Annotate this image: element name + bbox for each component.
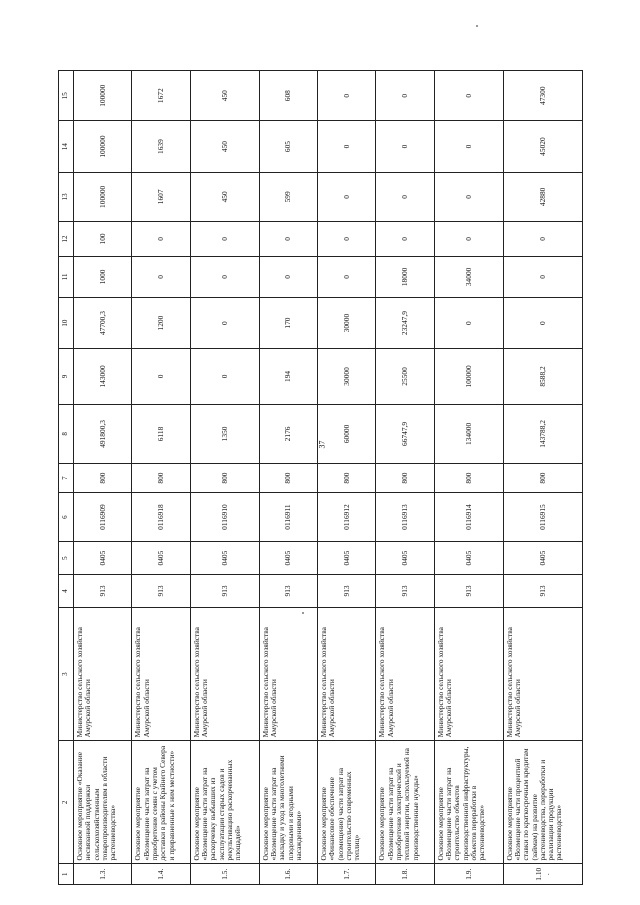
csr-code: 0116911 bbox=[259, 492, 317, 541]
csr-code: 0116909 bbox=[74, 492, 132, 541]
column-header: 2 bbox=[59, 741, 74, 864]
amount-cell: 66747,9 bbox=[376, 404, 434, 464]
vr-code: 800 bbox=[259, 464, 317, 493]
column-header: 5 bbox=[59, 542, 74, 575]
amount-cell: 0 bbox=[318, 256, 376, 297]
amount-cell: 170 bbox=[259, 297, 317, 348]
vr-code: 800 bbox=[318, 464, 376, 493]
amount-cell: 100000 bbox=[74, 71, 132, 121]
amount-cell: 100 bbox=[74, 221, 132, 256]
amount-cell: 8588,2 bbox=[503, 349, 582, 404]
amount-cell: 30000 bbox=[318, 297, 376, 348]
amount-cell: 47300 bbox=[503, 71, 582, 121]
measure-name: Основное мероприятие «Возмещение части затрат на закладку и уход за многолетними плодовыми и ягодными насаждениями» bbox=[259, 741, 317, 864]
amount-cell: 608 bbox=[259, 71, 317, 121]
amount-cell: 1672 bbox=[132, 71, 190, 121]
amount-cell: 0 bbox=[259, 221, 317, 256]
amount-cell: 0 bbox=[376, 221, 434, 256]
amount-cell: 0 bbox=[190, 349, 259, 404]
page-number: 37 bbox=[317, 440, 327, 449]
amount-cell: 34000 bbox=[434, 256, 503, 297]
measure-name: Основное мероприятие «Возмещение части затрат на строительство объектов производственной инфраструктуры, объектов переработки в растениеводстве» bbox=[434, 741, 503, 864]
row-number: 1.7. bbox=[318, 864, 376, 885]
measure-name: Основное мероприятие «Возмещение части затрат на раскорчевку выбывших из эксплуатации старых садов и рекультивацию раскорчеванных площадей» bbox=[190, 741, 259, 864]
budget-table bbox=[58, 70, 583, 885]
amount-cell: 450 bbox=[190, 172, 259, 221]
csr-code: 0116910 bbox=[190, 492, 259, 541]
vr-code: 800 bbox=[132, 464, 190, 493]
table-row bbox=[132, 71, 190, 885]
amount-cell: 30000 bbox=[318, 349, 376, 404]
row-number: 1.5. bbox=[190, 864, 259, 885]
header-row bbox=[59, 71, 74, 885]
executor: Министерство сельского хозяйства Амурской области bbox=[376, 607, 434, 740]
column-header: 7 bbox=[59, 464, 74, 493]
measure-name: Основное мероприятие «Возмещение части процентной ставки по краткосрочным кредитам (займам) на развитие растениеводства, переработки и реализации продукции растениеводства» bbox=[503, 741, 582, 864]
amount-cell: 134000 bbox=[434, 404, 503, 464]
amount-cell: 0 bbox=[190, 256, 259, 297]
amount-cell: 0 bbox=[132, 349, 190, 404]
amount-cell: 0 bbox=[259, 256, 317, 297]
executor: Министерство сельского хозяйства Амурской области bbox=[74, 607, 132, 740]
amount-cell: 100000 bbox=[74, 172, 132, 221]
amount-cell: 1200 bbox=[132, 297, 190, 348]
executor: Министерство сельского хозяйства Амурской области bbox=[190, 607, 259, 740]
rzpr-code: 0405 bbox=[190, 542, 259, 575]
grbs-code: 913 bbox=[376, 575, 434, 608]
amount-cell: 0 bbox=[434, 172, 503, 221]
amount-cell: 0 bbox=[318, 221, 376, 256]
amount-cell: 0 bbox=[376, 121, 434, 172]
rzpr-code: 0405 bbox=[259, 542, 317, 575]
amount-cell: 60000 bbox=[318, 404, 376, 464]
grbs-code: 913 bbox=[190, 575, 259, 608]
amount-cell: 0 bbox=[132, 221, 190, 256]
amount-cell: 0 bbox=[376, 71, 434, 121]
vr-code: 800 bbox=[376, 464, 434, 493]
amount-cell: 0 bbox=[434, 297, 503, 348]
executor: Министерство сельского хозяйства Амурской области bbox=[503, 607, 582, 740]
row-number: 1.9. bbox=[434, 864, 503, 885]
table-row bbox=[434, 71, 503, 885]
amount-cell: 0 bbox=[503, 221, 582, 256]
rzpr-code: 0405 bbox=[132, 542, 190, 575]
amount-cell: 0 bbox=[190, 221, 259, 256]
measure-name: Основное мероприятие «Возмещение части затрат на приобретение семян с учетом доставки в районы Крайнего Севера и приравненные к ним местности» bbox=[132, 741, 190, 864]
column-header: 10 bbox=[59, 297, 74, 348]
amount-cell: 599 bbox=[259, 172, 317, 221]
amount-cell: 6118 bbox=[132, 404, 190, 464]
rzpr-code: 0405 bbox=[74, 542, 132, 575]
amount-cell: 0 bbox=[434, 71, 503, 121]
column-header: 11 bbox=[59, 256, 74, 297]
amount-cell: 0 bbox=[434, 221, 503, 256]
amount-cell: 1639 bbox=[132, 121, 190, 172]
column-header: 12 bbox=[59, 221, 74, 256]
column-header: 15 bbox=[59, 71, 74, 121]
amount-cell: 0 bbox=[318, 121, 376, 172]
grbs-code: 913 bbox=[434, 575, 503, 608]
scan-speck bbox=[302, 612, 304, 614]
measure-name: Основное мероприятие «Возмещение части затрат на приобретение электрической и тепловой энергии, используемой на производственные нужды» bbox=[376, 741, 434, 864]
csr-code: 0116918 bbox=[132, 492, 190, 541]
amount-cell: 0 bbox=[434, 121, 503, 172]
amount-cell: 2176 bbox=[259, 404, 317, 464]
csr-code: 0116914 bbox=[434, 492, 503, 541]
measure-name: Основное мероприятие «Финансовое обеспечение (возмещение) части затрат на строительство современных теплиц» bbox=[318, 741, 376, 864]
column-header: 13 bbox=[59, 172, 74, 221]
executor: Министерство сельского хозяйства Амурской области bbox=[318, 607, 376, 740]
column-header: 9 bbox=[59, 349, 74, 404]
grbs-code: 913 bbox=[259, 575, 317, 608]
table-row bbox=[74, 71, 132, 885]
amount-cell: 450 bbox=[190, 71, 259, 121]
amount-cell: 143788,2 bbox=[503, 404, 582, 464]
executor: Министерство сельского хозяйства Амурской области bbox=[259, 607, 317, 740]
rotated-table-container bbox=[58, 70, 583, 885]
amount-cell: 25500 bbox=[376, 349, 434, 404]
amount-cell: 1350 bbox=[190, 404, 259, 464]
rzpr-code: 0405 bbox=[503, 542, 582, 575]
amount-cell: 0 bbox=[318, 71, 376, 121]
grbs-code: 913 bbox=[132, 575, 190, 608]
measure-name: Основное мероприятие «Оказание несвязанной поддержки сельскохозяйственным товаропроизводителям в области растениеводства» bbox=[74, 741, 132, 864]
amount-cell: 47700,3 bbox=[74, 297, 132, 348]
row-number: 1.10. bbox=[503, 864, 582, 885]
executor: Министерство сельского хозяйства Амурской области bbox=[434, 607, 503, 740]
csr-code: 0116913 bbox=[376, 492, 434, 541]
amount-cell: 491800,3 bbox=[74, 404, 132, 464]
csr-code: 0116915 bbox=[503, 492, 582, 541]
grbs-code: 913 bbox=[74, 575, 132, 608]
amount-cell: 45020 bbox=[503, 121, 582, 172]
amount-cell: 143000 bbox=[74, 349, 132, 404]
amount-cell: 0 bbox=[132, 256, 190, 297]
amount-cell: 0 bbox=[376, 172, 434, 221]
table-row bbox=[259, 71, 317, 885]
table-row bbox=[318, 71, 376, 885]
amount-cell: 100000 bbox=[74, 121, 132, 172]
column-header: 6 bbox=[59, 492, 74, 541]
grbs-code: 913 bbox=[503, 575, 582, 608]
amount-cell: 23247,9 bbox=[376, 297, 434, 348]
column-header: 8 bbox=[59, 404, 74, 464]
vr-code: 800 bbox=[190, 464, 259, 493]
rzpr-code: 0405 bbox=[318, 542, 376, 575]
column-header: 4 bbox=[59, 575, 74, 608]
vr-code: 800 bbox=[434, 464, 503, 493]
amount-cell: 0 bbox=[503, 297, 582, 348]
table-row bbox=[190, 71, 259, 885]
column-header: 3 bbox=[59, 607, 74, 740]
row-number: 1.4. bbox=[132, 864, 190, 885]
vr-code: 800 bbox=[503, 464, 582, 493]
amount-cell: 0 bbox=[190, 297, 259, 348]
amount-cell: 605 bbox=[259, 121, 317, 172]
amount-cell: 18000 bbox=[376, 256, 434, 297]
amount-cell: 0 bbox=[503, 256, 582, 297]
row-number: 1.3. bbox=[74, 864, 132, 885]
amount-cell: 100000 bbox=[434, 349, 503, 404]
csr-code: 0116912 bbox=[318, 492, 376, 541]
amount-cell: 194 bbox=[259, 349, 317, 404]
amount-cell: 42880 bbox=[503, 172, 582, 221]
column-header: 1 bbox=[59, 864, 74, 885]
row-number: 1.8. bbox=[376, 864, 434, 885]
row-number: 1.6. bbox=[259, 864, 317, 885]
scan-speck bbox=[476, 25, 478, 27]
amount-cell: 1607 bbox=[132, 172, 190, 221]
vr-code: 800 bbox=[74, 464, 132, 493]
rzpr-code: 0405 bbox=[434, 542, 503, 575]
grbs-code: 913 bbox=[318, 575, 376, 608]
amount-cell: 0 bbox=[318, 172, 376, 221]
amount-cell: 450 bbox=[190, 121, 259, 172]
executor: Министерство сельского хозяйства Амурской области bbox=[132, 607, 190, 740]
amount-cell: 1000 bbox=[74, 256, 132, 297]
column-header: 14 bbox=[59, 121, 74, 172]
rzpr-code: 0405 bbox=[376, 542, 434, 575]
table-row bbox=[376, 71, 434, 885]
table-row bbox=[503, 71, 582, 885]
